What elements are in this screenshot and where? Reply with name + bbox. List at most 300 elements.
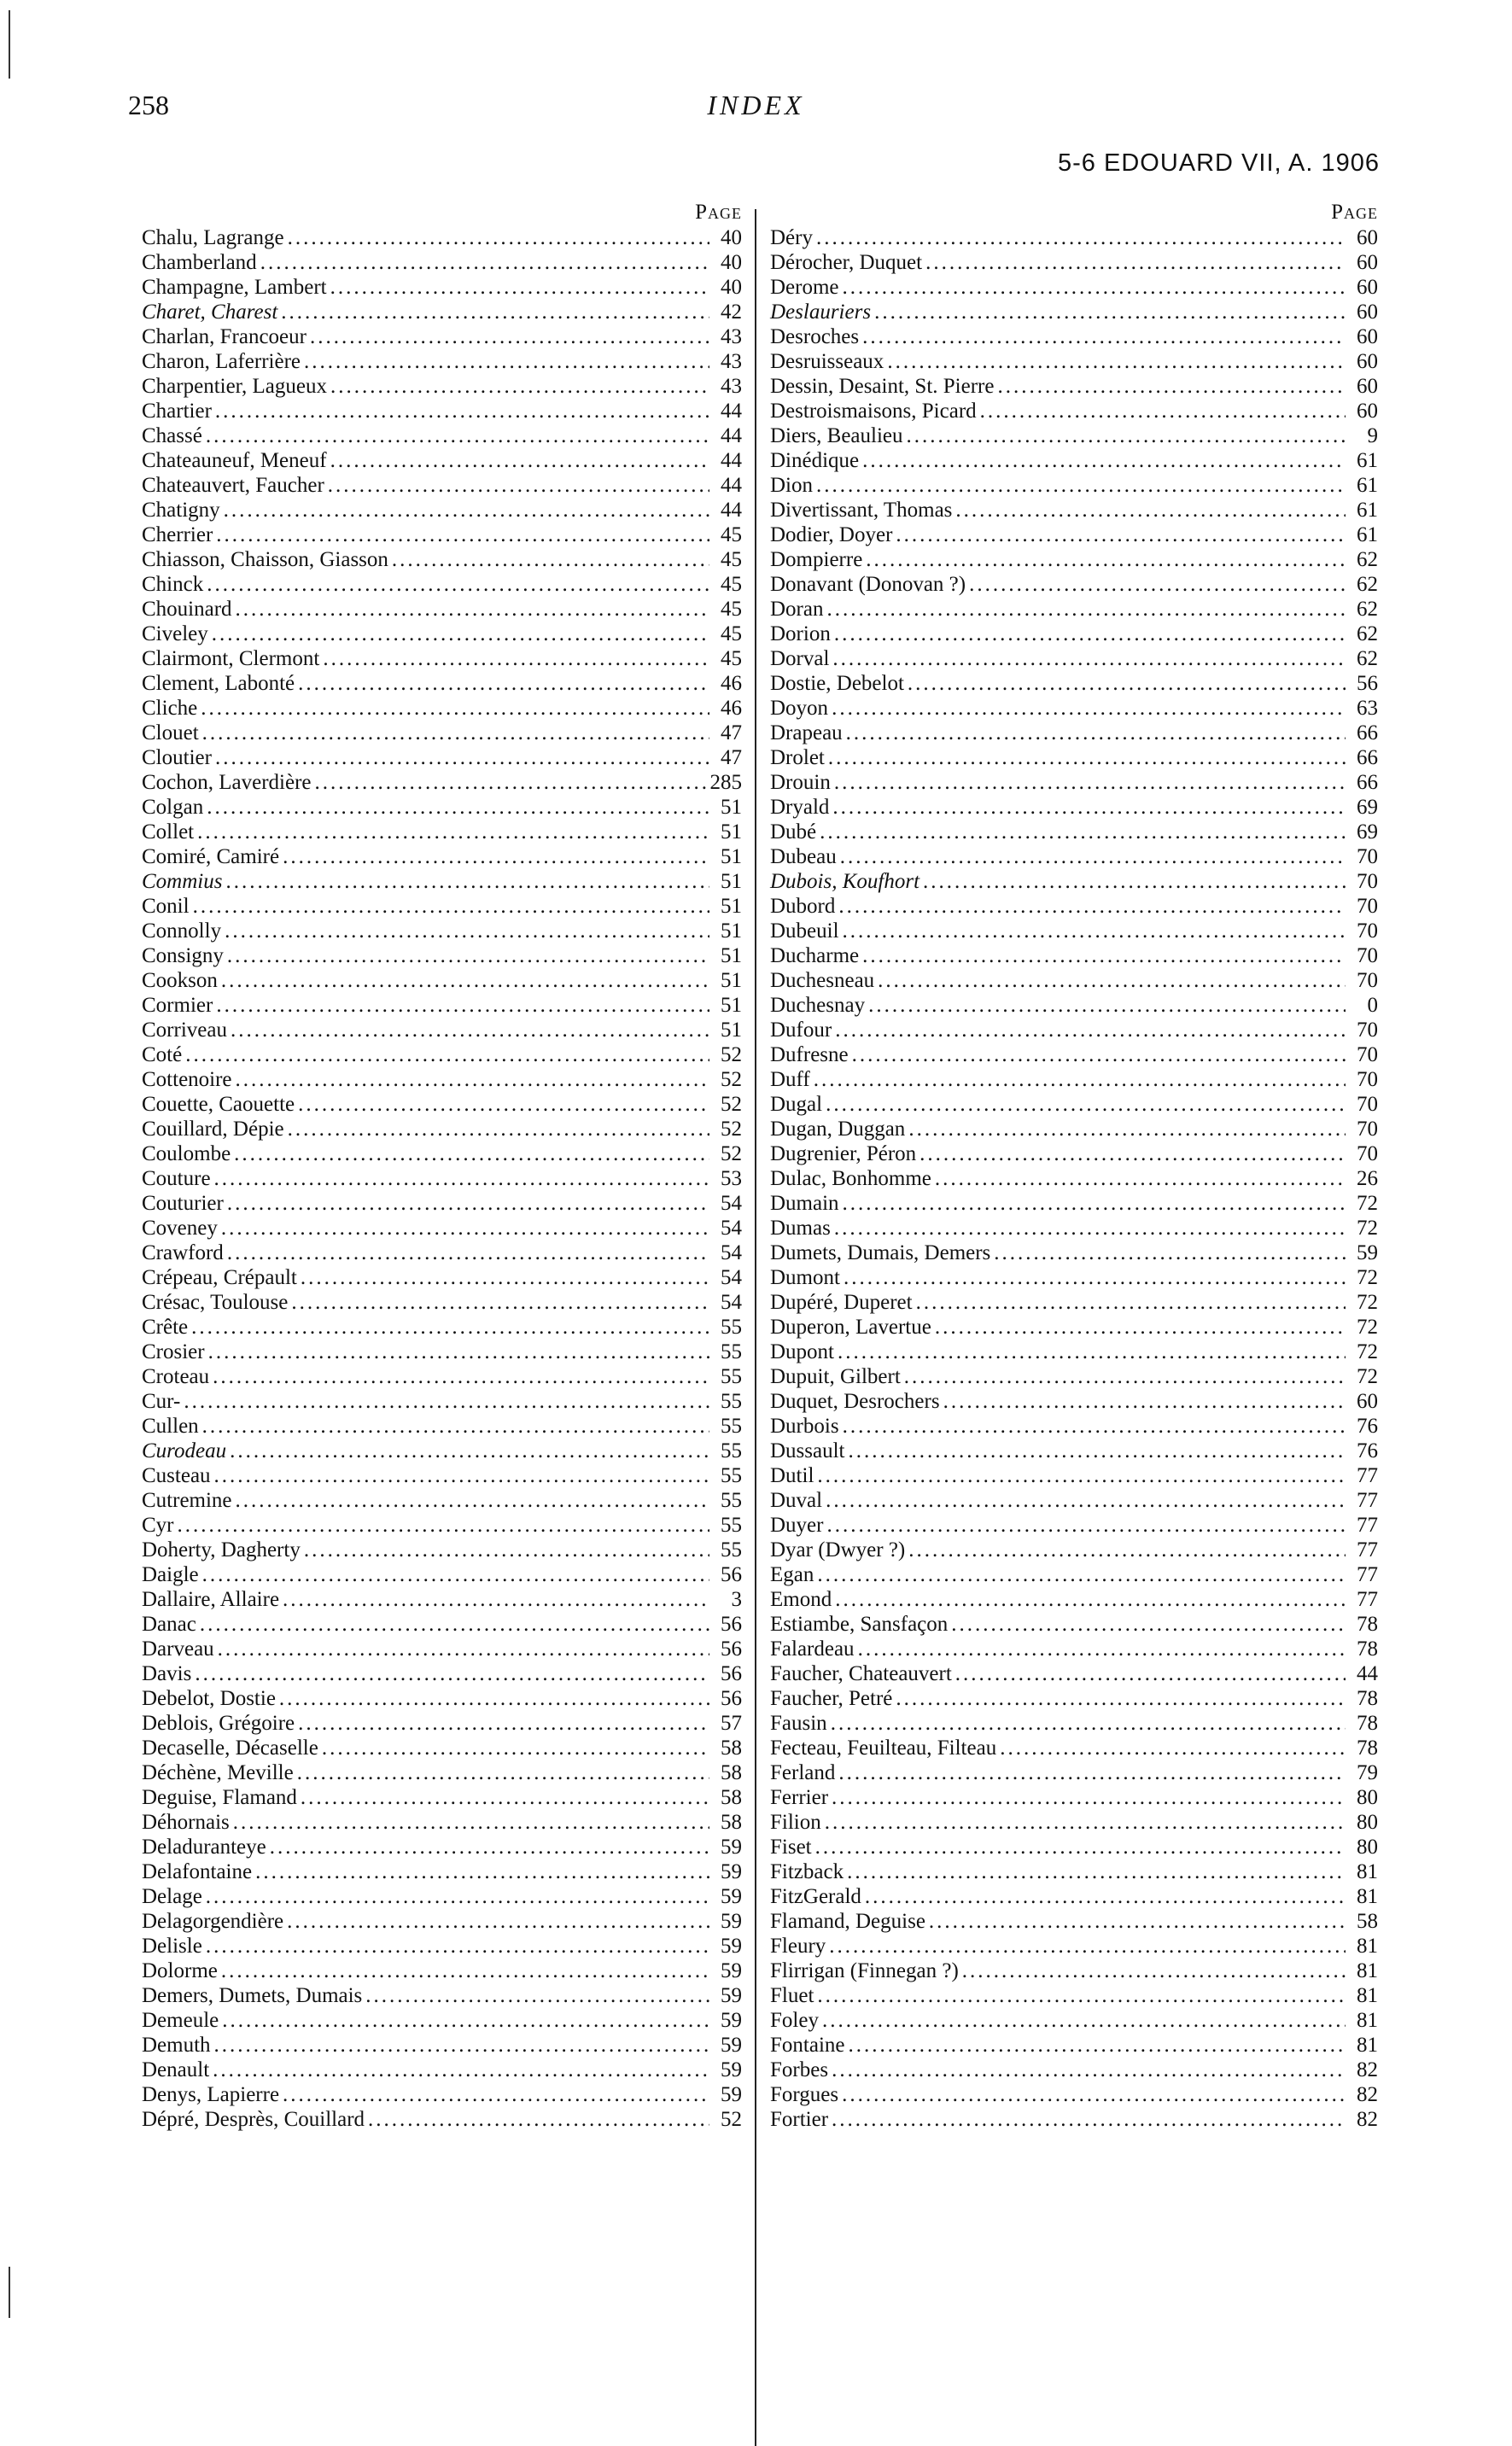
entry-page: 51 bbox=[721, 870, 742, 893]
entry-name: Dodier, Doyer bbox=[770, 523, 893, 546]
entry-name: Chateauvert, Faucher bbox=[142, 474, 324, 497]
index-entry bbox=[770, 2082, 1378, 2107]
entry-page: 40 bbox=[721, 226, 742, 249]
entry-page: 51 bbox=[721, 895, 742, 918]
entry-page: 78 bbox=[1357, 1687, 1378, 1710]
index-entry bbox=[142, 399, 742, 423]
index-entry bbox=[142, 1661, 742, 1686]
index-entry bbox=[770, 1760, 1378, 1785]
dot-leader bbox=[283, 1587, 709, 1612]
dot-leader bbox=[822, 2008, 1346, 2033]
entry-name: Dubord bbox=[770, 895, 836, 918]
index-entry bbox=[142, 1637, 742, 1661]
index-entry bbox=[142, 1785, 742, 1810]
index-entry bbox=[142, 1736, 742, 1760]
entry-name: Charlan, Francoeur bbox=[142, 325, 306, 348]
index-entry bbox=[142, 721, 742, 745]
index-entry bbox=[770, 1463, 1378, 1488]
entry-page: 81 bbox=[1357, 1935, 1378, 1958]
entry-name: Filion bbox=[770, 1811, 821, 1834]
entry-page: 42 bbox=[721, 301, 742, 324]
entry-name: Delisle bbox=[142, 1935, 202, 1958]
entry-page: 78 bbox=[1357, 1712, 1378, 1735]
entry-page: 78 bbox=[1357, 1613, 1378, 1636]
index-entry bbox=[142, 844, 742, 869]
entry-page: 52 bbox=[721, 2108, 742, 2131]
dot-leader bbox=[202, 1414, 709, 1439]
dot-leader bbox=[907, 423, 1346, 448]
dot-leader bbox=[832, 795, 1346, 820]
dot-leader bbox=[298, 671, 709, 696]
entry-page: 70 bbox=[1357, 969, 1378, 992]
entry-page: 59 bbox=[721, 2083, 742, 2106]
entry-page: 60 bbox=[1357, 1390, 1378, 1413]
dot-leader bbox=[236, 1488, 709, 1513]
index-entry bbox=[770, 1315, 1378, 1340]
index-entry bbox=[770, 1909, 1378, 1934]
entry-name: Dupont bbox=[770, 1340, 834, 1363]
entry-name: Doran bbox=[770, 598, 824, 621]
dot-leader bbox=[368, 2107, 709, 2132]
entry-name: Durbois bbox=[770, 1415, 839, 1438]
dot-leader bbox=[826, 1488, 1346, 1513]
index-entry bbox=[770, 869, 1378, 894]
dot-leader bbox=[322, 1736, 709, 1760]
entry-page: 53 bbox=[721, 1167, 742, 1190]
entry-name: Doyon bbox=[770, 697, 829, 720]
entry-name: Desruisseaux bbox=[770, 350, 884, 373]
index-entry bbox=[142, 1612, 742, 1637]
entry-page: 82 bbox=[1357, 2083, 1378, 2106]
entry-name: Clouet bbox=[142, 721, 199, 744]
entry-page: 56 bbox=[721, 1687, 742, 1710]
entry-page: 52 bbox=[721, 1142, 742, 1165]
dot-leader bbox=[298, 1711, 709, 1736]
entry-name: Cloutier bbox=[142, 746, 212, 769]
entry-name: Chartier bbox=[142, 400, 212, 423]
entry-page: 59 bbox=[721, 1935, 742, 1958]
index-entry bbox=[770, 919, 1378, 943]
index-entry bbox=[770, 250, 1378, 275]
index-entry bbox=[142, 1488, 742, 1513]
entry-name: Egan bbox=[770, 1563, 814, 1586]
entry-page: 54 bbox=[721, 1241, 742, 1264]
entry-name: Fluet bbox=[770, 1984, 814, 2007]
index-entry bbox=[770, 448, 1378, 473]
entry-name: Destroismaisons, Picard bbox=[770, 400, 977, 423]
index-entry bbox=[142, 275, 742, 300]
index-entry bbox=[770, 1810, 1378, 1835]
entry-page: 55 bbox=[721, 1489, 742, 1512]
entry-name: Dufresne bbox=[770, 1043, 849, 1066]
entry-page: 43 bbox=[721, 325, 742, 348]
index-entry bbox=[142, 2008, 742, 2033]
index-entry bbox=[770, 1117, 1378, 1141]
index-entry bbox=[770, 374, 1378, 399]
index-entry bbox=[770, 844, 1378, 869]
entry-page: 44 bbox=[721, 474, 742, 497]
index-entry bbox=[770, 349, 1378, 374]
entry-name: Drouin bbox=[770, 771, 831, 794]
index-entry bbox=[770, 423, 1378, 448]
dot-leader bbox=[828, 745, 1346, 770]
index-entry bbox=[142, 374, 742, 399]
entry-page: 78 bbox=[1357, 1737, 1378, 1760]
dot-leader bbox=[200, 1612, 709, 1637]
index-entry bbox=[142, 1463, 742, 1488]
entry-name: Forgues bbox=[770, 2083, 839, 2106]
index-entry bbox=[770, 1216, 1378, 1241]
entry-name: Demers, Dumets, Dumais bbox=[142, 1984, 363, 2007]
entry-page: 55 bbox=[721, 1439, 742, 1462]
index-entry bbox=[142, 894, 742, 919]
dot-leader bbox=[270, 1835, 709, 1859]
entry-name: Dumas bbox=[770, 1217, 831, 1240]
entry-page: 59 bbox=[1357, 1241, 1378, 1264]
entry-name: Crépeau, Crépault bbox=[142, 1266, 297, 1289]
index-entry bbox=[142, 1117, 742, 1141]
dot-leader bbox=[955, 498, 1346, 522]
dot-leader bbox=[916, 1290, 1346, 1315]
entry-page: 81 bbox=[1357, 2009, 1378, 2032]
entry-page: 0 bbox=[1367, 994, 1378, 1017]
dot-leader bbox=[224, 498, 709, 522]
index-entry bbox=[142, 1711, 742, 1736]
index-entry bbox=[770, 1340, 1378, 1364]
dot-leader bbox=[868, 993, 1346, 1018]
index-entry bbox=[142, 1141, 742, 1166]
entry-page: 54 bbox=[721, 1217, 742, 1240]
dot-leader bbox=[817, 1562, 1346, 1587]
entry-page: 46 bbox=[721, 697, 742, 720]
entry-page: 52 bbox=[721, 1093, 742, 1116]
entry-page: 70 bbox=[1357, 919, 1378, 943]
dot-leader bbox=[281, 300, 709, 324]
dot-leader bbox=[214, 1166, 709, 1191]
index-entry bbox=[142, 1538, 742, 1562]
entry-name: Chalu, Lagrange bbox=[142, 226, 284, 249]
dot-leader bbox=[849, 2033, 1346, 2058]
dot-leader bbox=[215, 399, 709, 423]
dot-leader bbox=[207, 572, 709, 597]
index-entry bbox=[142, 622, 742, 646]
entry-name: Deguise, Flamand bbox=[142, 1786, 297, 1809]
entry-page: 60 bbox=[1357, 251, 1378, 274]
entry-page: 63 bbox=[1357, 697, 1378, 720]
entry-name: Fiset bbox=[770, 1836, 812, 1859]
entry-page: 81 bbox=[1357, 1885, 1378, 1908]
entry-name: Chatigny bbox=[142, 499, 220, 522]
entry-name: Cliche bbox=[142, 697, 198, 720]
dot-leader bbox=[222, 2008, 709, 2033]
dot-leader bbox=[202, 721, 709, 745]
index-entry bbox=[770, 795, 1378, 820]
index-entry bbox=[770, 1538, 1378, 1562]
entry-page: 45 bbox=[721, 647, 742, 670]
index-entry bbox=[770, 721, 1378, 745]
entry-page: 56 bbox=[721, 1563, 742, 1586]
entry-page: 79 bbox=[1357, 1761, 1378, 1784]
dot-leader bbox=[825, 1810, 1346, 1835]
entry-name: Chamberland bbox=[142, 251, 257, 274]
entry-page: 76 bbox=[1357, 1415, 1378, 1438]
entry-page: 51 bbox=[721, 919, 742, 943]
dot-leader bbox=[847, 1859, 1346, 1884]
entry-name: Delafontaine bbox=[142, 1860, 253, 1883]
entry-page: 55 bbox=[721, 1316, 742, 1339]
index-entry bbox=[142, 300, 742, 324]
entry-name: Commius bbox=[142, 870, 223, 893]
entry-page: 82 bbox=[1357, 2108, 1378, 2131]
index-entry bbox=[142, 1364, 742, 1389]
index-entry bbox=[770, 1562, 1378, 1587]
entry-page: 40 bbox=[721, 276, 742, 299]
entry-page: 80 bbox=[1357, 1811, 1378, 1834]
dot-leader bbox=[849, 1439, 1346, 1463]
dot-leader bbox=[896, 522, 1346, 547]
entry-name: Forbes bbox=[770, 2058, 829, 2081]
dot-leader bbox=[214, 2033, 709, 2058]
index-entry bbox=[142, 1884, 742, 1909]
entry-page: 72 bbox=[1357, 1291, 1378, 1314]
entry-page: 59 bbox=[721, 1860, 742, 1883]
entry-name: Civeley bbox=[142, 622, 208, 645]
dot-leader bbox=[919, 1141, 1346, 1166]
entry-page: 44 bbox=[721, 400, 742, 423]
entry-name: Divertissant, Thomas bbox=[770, 499, 953, 522]
entry-page: 60 bbox=[1357, 226, 1378, 249]
entry-name: Duperon, Lavertue bbox=[770, 1316, 931, 1339]
entry-name: Dyar (Dwyer ?) bbox=[770, 1538, 906, 1562]
entry-name: Flamand, Deguise bbox=[770, 1910, 925, 1933]
entry-page: 70 bbox=[1357, 1019, 1378, 1042]
index-entry bbox=[770, 225, 1378, 250]
dot-leader bbox=[962, 1959, 1346, 1983]
dot-leader bbox=[820, 820, 1346, 844]
index-entry bbox=[770, 1637, 1378, 1661]
entry-name: Dérocher, Duquet bbox=[770, 251, 923, 274]
dot-leader bbox=[202, 1562, 709, 1587]
entry-page: 45 bbox=[721, 523, 742, 546]
dot-leader bbox=[291, 1290, 709, 1315]
dot-leader bbox=[826, 1513, 1346, 1538]
index-entry bbox=[770, 1439, 1378, 1463]
dot-leader bbox=[844, 1265, 1346, 1290]
entry-page: 66 bbox=[1357, 746, 1378, 769]
index-entry bbox=[770, 943, 1378, 968]
entry-name: Crête bbox=[142, 1316, 189, 1339]
entry-page: 72 bbox=[1357, 1192, 1378, 1215]
entry-name: Daigle bbox=[142, 1563, 199, 1586]
dot-leader bbox=[330, 448, 709, 473]
index-entry bbox=[142, 1587, 742, 1612]
entry-page: 51 bbox=[721, 969, 742, 992]
index-entry bbox=[142, 1414, 742, 1439]
dot-leader bbox=[328, 473, 709, 498]
entry-page: 47 bbox=[721, 721, 742, 744]
entry-name: Couture bbox=[142, 1167, 211, 1190]
entry-page: 72 bbox=[1357, 1316, 1378, 1339]
index-entry bbox=[142, 1241, 742, 1265]
index-entry bbox=[142, 1959, 742, 1983]
index-entry bbox=[770, 646, 1378, 671]
entry-page: 70 bbox=[1357, 870, 1378, 893]
entry-name: Cookson bbox=[142, 969, 218, 992]
index-entry bbox=[142, 820, 742, 844]
index-entry bbox=[142, 498, 742, 522]
index-entry bbox=[770, 473, 1378, 498]
entry-name: Fausin bbox=[770, 1712, 827, 1735]
index-entry bbox=[142, 1909, 742, 1934]
index-entry bbox=[142, 1166, 742, 1191]
index-entry bbox=[770, 1612, 1378, 1637]
entry-page: 56 bbox=[721, 1613, 742, 1636]
entry-name: Clairmont, Clermont bbox=[142, 647, 320, 670]
dot-leader bbox=[815, 1835, 1346, 1859]
entry-page: 59 bbox=[721, 1959, 742, 1982]
dot-leader bbox=[843, 275, 1346, 300]
entry-page: 60 bbox=[1357, 301, 1378, 324]
dot-leader bbox=[236, 1067, 709, 1092]
dot-leader bbox=[191, 1315, 709, 1340]
entry-name: Demeule bbox=[142, 2009, 219, 2032]
dot-leader bbox=[230, 1439, 709, 1463]
index-entry bbox=[770, 622, 1378, 646]
index-entry bbox=[142, 1983, 742, 2008]
entry-name: Deslauriers bbox=[770, 301, 872, 324]
dot-leader bbox=[923, 869, 1346, 894]
entry-page: 52 bbox=[721, 1118, 742, 1141]
page-column-heading: Page bbox=[1331, 201, 1378, 224]
dot-leader bbox=[834, 1216, 1346, 1241]
index-entry bbox=[770, 399, 1378, 423]
dot-leader bbox=[838, 1340, 1346, 1364]
index-entry bbox=[142, 324, 742, 349]
entry-page: 77 bbox=[1357, 1563, 1378, 1586]
entry-page: 56 bbox=[721, 1662, 742, 1685]
entry-page: 77 bbox=[1357, 1588, 1378, 1611]
dot-leader bbox=[943, 1389, 1346, 1414]
entry-name: Dumets, Dumais, Demers bbox=[770, 1241, 991, 1264]
dot-leader bbox=[221, 1959, 709, 1983]
index-entry bbox=[770, 1141, 1378, 1166]
entry-page: 61 bbox=[1357, 449, 1378, 472]
index-entry bbox=[770, 1859, 1378, 1884]
entry-page: 72 bbox=[1357, 1340, 1378, 1363]
index-entry bbox=[142, 671, 742, 696]
entry-name: Clement, Labonté bbox=[142, 672, 295, 695]
entry-name: FitzGerald bbox=[770, 1885, 861, 1908]
index-entry bbox=[142, 1018, 742, 1042]
index-entry bbox=[142, 1315, 742, 1340]
dot-leader bbox=[221, 968, 709, 993]
entry-name: Conil bbox=[142, 895, 190, 918]
dot-leader bbox=[216, 993, 709, 1018]
index-entry bbox=[770, 1018, 1378, 1042]
entry-page: 59 bbox=[721, 1984, 742, 2007]
entry-name: Croteau bbox=[142, 1365, 210, 1388]
index-entry bbox=[770, 745, 1378, 770]
entry-page: 60 bbox=[1357, 350, 1378, 373]
entry-name: Dubois, Koufhort bbox=[770, 870, 920, 893]
dot-leader bbox=[201, 696, 709, 721]
dot-leader bbox=[215, 745, 709, 770]
dot-leader bbox=[206, 423, 709, 448]
index-entry bbox=[770, 1661, 1378, 1686]
dot-leader bbox=[846, 721, 1346, 745]
entry-name: Duquet, Desrochers bbox=[770, 1390, 940, 1413]
dot-leader bbox=[193, 894, 709, 919]
index-entry bbox=[770, 2033, 1378, 2058]
entry-page: 51 bbox=[721, 796, 742, 819]
entry-name: Déhornais bbox=[142, 1811, 230, 1834]
entry-page: 56 bbox=[1357, 672, 1378, 695]
entry-page: 77 bbox=[1357, 1538, 1378, 1562]
entry-page: 59 bbox=[721, 2009, 742, 2032]
index-entry bbox=[142, 423, 742, 448]
page-number: 258 bbox=[128, 90, 169, 120]
entry-page: 69 bbox=[1357, 796, 1378, 819]
entry-name: Ferland bbox=[770, 1761, 836, 1784]
entry-name: Dumain bbox=[770, 1192, 839, 1215]
index-entry bbox=[770, 572, 1378, 597]
entry-page: 51 bbox=[721, 820, 742, 844]
entry-name: Fleury bbox=[770, 1935, 826, 1958]
dot-leader bbox=[866, 547, 1346, 572]
entry-name: Consigny bbox=[142, 944, 224, 967]
entry-page: 81 bbox=[1357, 2034, 1378, 2057]
dot-leader bbox=[865, 1884, 1346, 1909]
entry-page: 70 bbox=[1357, 845, 1378, 868]
entry-name: Colgan bbox=[142, 796, 204, 819]
dot-leader bbox=[301, 1265, 709, 1290]
entry-name: Danac bbox=[142, 1613, 196, 1636]
dot-leader bbox=[831, 1711, 1346, 1736]
entry-name: Dugal bbox=[770, 1093, 823, 1116]
entry-page: 70 bbox=[1357, 944, 1378, 967]
right-entry-list bbox=[770, 225, 1378, 2132]
index-entry bbox=[142, 2082, 742, 2107]
entry-page: 55 bbox=[721, 1538, 742, 1562]
dot-leader bbox=[980, 399, 1346, 423]
entry-page: 76 bbox=[1357, 1439, 1378, 1462]
entry-name: Faucher, Chateauvert bbox=[770, 1662, 952, 1685]
dot-leader bbox=[832, 2058, 1346, 2082]
index-entry bbox=[770, 1389, 1378, 1414]
dot-leader bbox=[231, 1018, 709, 1042]
entry-page: 61 bbox=[1357, 523, 1378, 546]
dot-leader bbox=[233, 1810, 709, 1835]
entry-name: Flirrigan (Finnegan ?) bbox=[770, 1959, 959, 1982]
entry-page: 45 bbox=[721, 548, 742, 571]
dot-leader bbox=[896, 1686, 1346, 1711]
entry-page: 58 bbox=[721, 1737, 742, 1760]
left-index-column bbox=[142, 203, 742, 2132]
entry-name: Dubeau bbox=[770, 845, 837, 868]
dot-leader bbox=[213, 1364, 709, 1389]
entry-page: 9 bbox=[1367, 424, 1378, 447]
entry-name: Dallaire, Allaire bbox=[142, 1588, 280, 1611]
dot-leader bbox=[858, 1637, 1346, 1661]
index-entry bbox=[770, 2058, 1378, 2082]
index-entry bbox=[142, 869, 742, 894]
entry-name: Dépré, Desprès, Couillard bbox=[142, 2108, 365, 2131]
index-entry bbox=[770, 1736, 1378, 1760]
entry-name: Dussault bbox=[770, 1439, 845, 1462]
dot-leader bbox=[227, 1191, 709, 1216]
entry-name: Cormier bbox=[142, 994, 213, 1017]
entry-name: Dostie, Debelot bbox=[770, 672, 904, 695]
